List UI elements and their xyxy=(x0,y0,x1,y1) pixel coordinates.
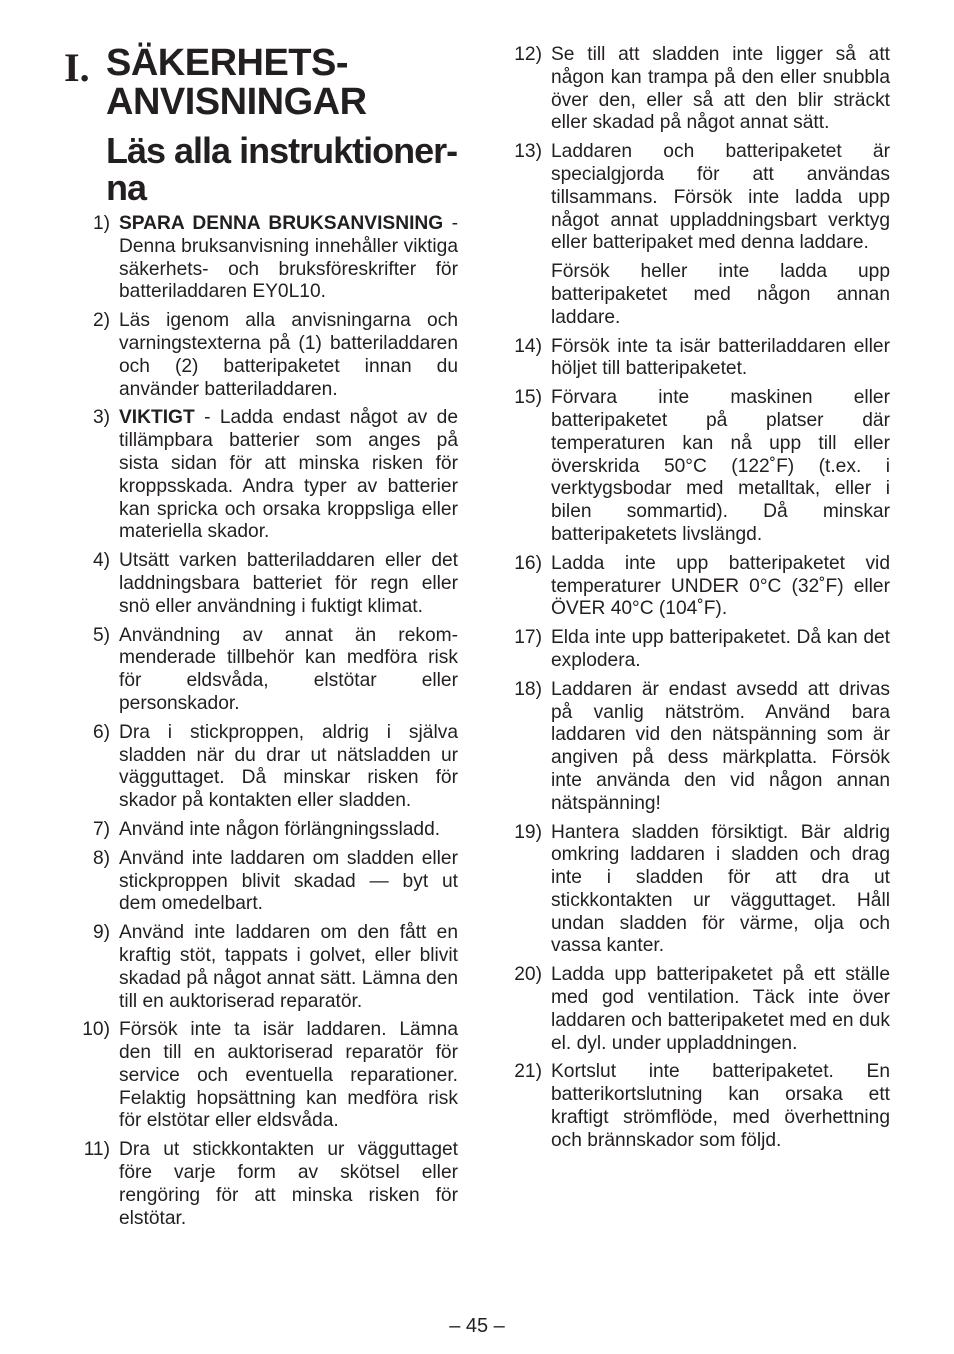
item-text: Försök inte ta isär laddaren. Lämna den till en auktoriserad reparatör för service och eventuella reparationer. Felaktig hopsättning kan medföra risk för elstötar eller eldsvåda. xyxy=(119,1019,458,1132)
item-text: - Denna bruksanvisning innehåller viktiga säkerhets- och bruksföreskrifter för batteriladdaren EY0L10. xyxy=(119,213,458,303)
item-number: 8) xyxy=(92,847,110,869)
right-column xyxy=(500,44,890,1159)
left-column xyxy=(68,213,458,1236)
item-text: Använd inte laddaren om sladden eller stickproppen blivit skadad — byt ut dem omedelbart. xyxy=(119,847,458,915)
section-subtitle-line-2: na xyxy=(106,167,147,208)
item-bold-label: SPARA DENNA BRUKSANVISNING xyxy=(119,213,444,234)
list-item xyxy=(68,1139,458,1230)
list-item xyxy=(68,722,458,813)
list-item xyxy=(500,1061,890,1152)
section-subtitle-line-1: Läs alla instruktioner- xyxy=(106,130,458,171)
list-item xyxy=(500,44,890,135)
item-text: Använd inte laddaren om den fått en kraftig stöt, tappats i golvet, eller blivit skadad på något annat sätt. Lämna den till en auktoriserad reparatör. xyxy=(119,922,458,1012)
list-item xyxy=(68,213,458,304)
list-item xyxy=(68,819,458,842)
list-item xyxy=(500,553,890,621)
list-item xyxy=(500,679,890,816)
item-number: 5) xyxy=(92,624,110,646)
list-item xyxy=(68,310,458,401)
list-item xyxy=(500,964,890,1055)
item-bold-label: VIKTIGT xyxy=(119,407,195,429)
item-text: Hantera sladden försiktigt. Bär aldrig omkring laddaren i sladden och drag inte i sladden för att dra ut stickkontakten ur vägguttaget. Håll undan sladden för värme, olja och vassa kanter. xyxy=(551,821,890,957)
item-text: Utsätt varken batteriladdaren eller det laddningsbara batteriet för regn eller snö eller användning i fuktigt klimat. xyxy=(119,550,458,617)
item-text: Läs igenom alla anvisningarna och varningstexterna på (1) batteriladdaren och (2) batteripaketet innan du använder batteriladdaren. xyxy=(119,310,458,400)
item-number: 4) xyxy=(92,550,110,572)
item-number: 2) xyxy=(92,310,110,332)
item-number: 15) xyxy=(514,387,542,409)
item-text: - Ladda endast något av de tillämpbara batterier som anges på sista sidan för att minska risken för kroppsskada. Andra typer av batterier kan spricka och orsaka kroppsliga eller materiella skador. xyxy=(119,407,458,543)
section-subtitle xyxy=(106,132,484,206)
item-number: 10) xyxy=(82,1019,110,1041)
item-text: Använd inte någon förlängningssladd. xyxy=(119,818,441,840)
item-number: 6) xyxy=(92,721,110,743)
item-text: Kortslut inte batteripaketet. En batterikortslutning kan orsaka ett kraftigt strömflöde, med överhettning och brännskador som följd. xyxy=(551,1061,890,1151)
section-title-line-2: ANVISNINGAR xyxy=(106,81,367,123)
item-number: 21) xyxy=(514,1061,542,1083)
list-item xyxy=(500,822,890,959)
item-number: 9) xyxy=(92,922,110,944)
item-text: Försök inte ta isär batteriladdaren eller höljet till batteripaketet. xyxy=(551,335,890,380)
item-text: Användning av annat än rekommenderade tillbehör kan medföra risk för eldsvåda, elstötar eller personskador. xyxy=(119,624,458,714)
section-heading xyxy=(64,44,484,206)
section-title-line-1: SÄKERHETS- xyxy=(106,42,349,84)
item-text: Förvara inte maskinen eller batteripaketet på platser där temperaturen kan nå upp till eller överskrida 50°C (122˚F) (t.ex. i verktygsbodar med metalltak, eller i bilen sommartid). Då minskar batteripaketets livslängd. xyxy=(551,387,890,545)
item-text-continued: Försök heller inte ladda upp batteripaketet med någon annan laddare. xyxy=(551,261,890,328)
item-text: Dra i stickproppen, aldrig i själva sladden när du drar ut nätsladden ur vägguttaget. Då minskar risken för skador på kontakten eller sladden. xyxy=(119,721,458,812)
item-number: 16) xyxy=(514,552,542,574)
item-text: Laddaren och batteripaketet är specialgjorda för att användas tillsammans. Försök inte ladda upp något annat uppladdningsbart verktyg eller batteripaket med denna laddare. xyxy=(551,141,890,254)
item-text: Ladda upp batteripaketet på ett ställe med god ventilation. Täck inte över laddaren och batteripaketet med en duk el. dyl. under uppladdningen. xyxy=(551,964,890,1054)
item-text: Dra ut stickkontakten ur vägguttaget före varje form av skötsel eller rengöring för att minska risken för elstötar. xyxy=(119,1139,458,1229)
item-text: Se till att sladden inte ligger så att någon kan trampa på den eller snubbla över den, eller så att den blir sträckt eller skadad på något annat sätt. xyxy=(551,44,890,134)
page-number: – 45 – xyxy=(449,1315,505,1337)
list-item xyxy=(68,625,458,716)
item-number: 11) xyxy=(83,1139,110,1161)
item-number: 14) xyxy=(514,335,542,357)
list-item xyxy=(68,407,458,544)
list-item xyxy=(68,922,458,1013)
list-item xyxy=(68,1019,458,1133)
section-title xyxy=(106,44,484,122)
item-number: 12) xyxy=(514,44,542,65)
section-numeral: I. xyxy=(64,45,90,90)
item-number: 20) xyxy=(514,964,542,986)
item-number: 1) xyxy=(92,213,110,234)
list-item xyxy=(500,336,890,382)
item-number: 3) xyxy=(92,407,110,429)
list-item xyxy=(500,627,890,673)
item-text: Elda inte upp batteripaketet. Då kan det explodera. xyxy=(551,627,890,671)
item-number: 18) xyxy=(514,678,542,700)
list-item xyxy=(500,387,890,547)
list-item xyxy=(68,848,458,916)
list-item xyxy=(68,550,458,618)
item-number: 13) xyxy=(514,141,542,163)
item-text: Laddaren är endast avsedd att drivas på vanlig nätström. Använd bara laddaren vid den nätspänning som är angiven på dess märkplatta. Försök inte använda den vid någon annan nätspänning! xyxy=(551,678,890,814)
item-text: Ladda inte upp batteripaketet vid temperaturer UNDER 0°C (32˚F) eller ÖVER 40°C (104˚F). xyxy=(551,552,890,620)
item-number: 19) xyxy=(514,821,542,843)
list-item xyxy=(500,141,890,329)
item-number: 7) xyxy=(92,818,110,840)
item-number: 17) xyxy=(514,627,542,649)
